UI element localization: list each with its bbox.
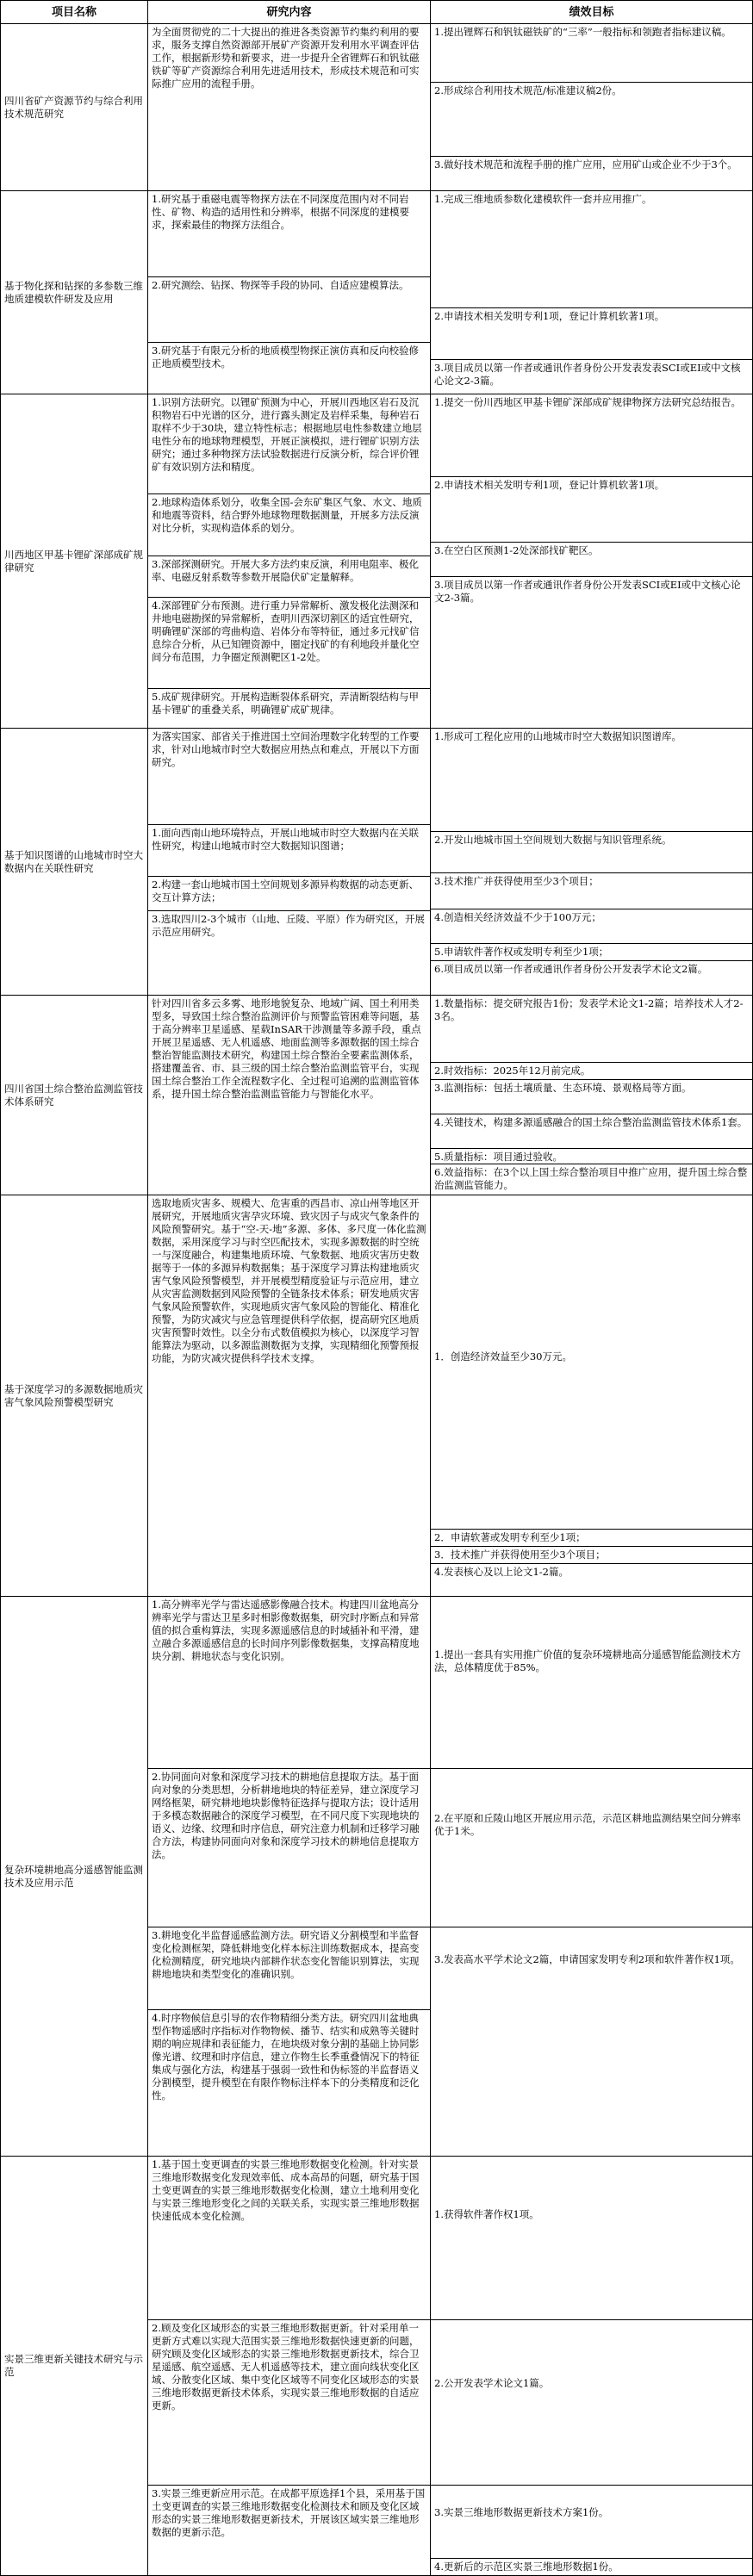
goal-item: 3.做好技术规范和流程手册的推广应用，应用矿山或企业不少于3个。 [431,157,753,191]
research-item: 3.研究基于有限元分析的地质模型物探正演仿真和反向校验修正地质模型技术。 [148,343,431,394]
project-name: 基于深度学习的多源数据地质灾害气象风险预警模型研究 [0,1195,148,1597]
research-item: 为全面贯彻党的二十大提出的推进各类资源节约集约利用的要求，服务支撑自然资源部开展矿产资源开发利用水平调查评估工作，根据新形势和新要求，进一步提升全省锂辉石和钒钛磁铁矿等矿产资源综合利用先进适用技术，形成技术规范和可实际推广应用的流程手册。 [148,24,431,191]
research-item: 1.面向西南山地环境特点，开展山地城市时空大数据内在关联性研究，构建山地城市时空大数据知识图谱； [148,825,431,877]
goal-item: 1.数量指标：提交研究报告1份；发表学术论文1-2篇；培养技术人才2-3名。 [431,996,753,1063]
research-item: 为落实国家、部省关于推进国土空间治理数字化转型的工作要求，针对山地城市时空大数据应用热点和难点，开展以下方面研究。 [148,729,431,825]
header-performance-goal: 绩效目标 [431,0,753,24]
goal-item: 2.形成综合利用技术规范/标准建议稿2份。 [431,83,753,157]
research-item: 2.研究测绘、钻探、物探等手段的协同、自适应建模算法。 [148,277,431,343]
project-name: 复杂环境耕地高分遥感智能监测技术及应用示范 [0,1597,148,2157]
research-item: 3.深部探测研究。开展大多方法约束反演，利用电阻率、极化率、电磁反射系数等参数开展隐伏矿定量解释。 [148,556,431,598]
goal-item: 3．技术推广并获得使用至少3个项目； [431,1547,753,1564]
goal-item: 2．申请软著或发明专利至少1项； [431,1530,753,1547]
research-item: 2.地球构造体系划分，收集全国-会东矿集区气象、水文、地质和地震等资料，结合野外地球物理数据测量，开展多方法反演对比分析，实现构造体系的划分。 [148,494,431,556]
project-name: 实景三维更新关键技术研究与示范 [0,2157,148,2576]
goal-item: 1.形成可工程化应用的山地城市时空大数据知识图谱库。 [431,729,753,832]
goal-item: 4.发表核心及以上论文1-2篇。 [431,1564,753,1597]
research-item: 3.选取四川2-3个城市（山地、丘陵、平原）作为研究区，开展示范应用研究。 [148,911,431,996]
goal-item: 1．创造经济效益至少30万元。 [431,1195,753,1530]
research-item: 3.实景三维更新应用示范。在成都平原选择1个县，采用基于国土变更调查的实景三维地形数据变化检测技术和顾及变化区域形态的实景三维地形数据更新技术，开展该区域实景三维地形数据的更新示范。 [148,2486,431,2576]
goal-item: 4.更新后的示范区实景三维地形数据1份。 [431,2559,753,2576]
project-name: 四川省国土综合整治监测监管技术体系研究 [0,996,148,1195]
research-item: 1.高分辨率光学与雷达遥感影像融合技术。构建四川盆地高分辨率光学与雷达卫星多时相影像数据集，研究时序断点和异常值的拟合重构算法，实现多源遥感信息的时域插补和平滑，建立融合多源遥感信息的长时间序列影像数据集，支撑高精度地块分割、耕地状态与变化识别。 [148,1597,431,1769]
goal-item: 4.关键技术，构建多源遥感融合的国土综合整治监测监管技术体系1套。 [431,1114,753,1149]
goal-item: 1.提出锂辉石和钒钛磁铁矿的“三率”一般指标和领跑者指标建议稿。 [431,24,753,83]
goal-item: 5.申请软件著作权或发明专利至少1项； [431,944,753,961]
goal-item: 4.创造相关经济效益不少于100万元； [431,909,753,944]
research-item: 1.研究基于重磁电震等物探方法在不同深度范围内对不同岩性、矿物、构造的适用性和分辨率，根据不同深度的建模要求，探索最佳的物探方法组合。 [148,191,431,277]
goal-item: 6.项目成员以第一作者或通讯作者身份公开发表学术论文2篇。 [431,961,753,996]
goal-item: 2.申请技术相关发明专利1项，登记计算机软著1项。 [431,308,753,360]
research-item: 4.时序物候信息引导的农作物精细分类方法。研究四川盆地典型作物遥感时序指标对作物物候、播节、结实和成熟等关键时期的响应规律和表征能力，在地块级对象分割的基础上协同影像光谱、纹理和时序信息，建立作物生长季重叠情况下的特征集成与强化方法，构建基于强弱一致性和伪标签的半监督语义分割模型，提升模型在有限作物标注样本下的分类精度和泛化性。 [148,2010,431,2157]
goal-item: 3.项目成员以第一作者或通讯作者身份公开发表SCI或EI或中文核心论文2-3篇。 [431,577,753,729]
goal-item: 1.提出一套具有实用推广价值的复杂环境耕地高分遥感智能监测技术方法，总体精度优于85%。 [431,1597,753,1769]
goal-item: 2.在平原和丘陵山地区开展应用示范，示范区耕地监测结果空间分辨率优于1米。 [431,1769,753,1927]
project-name: 基于知识图谱的山地城市时空大数据内在关联性研究 [0,729,148,996]
research-item: 3.耕地变化半监督遥感监测方法。研究语义分割模型和半监督变化检测框架，降低耕地变化样本标注训练数据成本，提高变化检测精度，研究地块内部耕作状态变化智能识别算法，实现耕地地块和类型变化的准确识别。 [148,1927,431,2010]
goal-item: 5.质量指标：项目通过验收。 [431,1149,753,1164]
project-name: 基于物化探和钻探的多参数三维地质建模软件研发及应用 [0,191,148,394]
goal-item: 3.技术推广并获得使用至少3个项目； [431,873,753,909]
research-item: 2.协同面向对象和深度学习技术的耕地信息提取方法。基于面向对象的分类思想，分析耕地地块的特征差异，建立深度学习网络框架，研究耕地地块影像特征选择与提取方法；设计适用于多模态数据融合的深度学习模型，在不同尺度下实现地块的语义、边缘、纹理和时序信息，研究注意力机制和迁移学习融合方法，构建协同面向对象和深度学习技术的耕地信息提取方法。 [148,1769,431,1927]
goal-item: 2.时效指标：2025年12月前完成。 [431,1063,753,1080]
research-item: 2.顾及变化区域形态的实景三维地形数据更新。针对采用单一更新方式难以实现大范围实景三维地形数据快速更新的问题，研究顾及变化区域形态的实景三维地形数据更新技术，综合卫星遥感、航空遥感、无人机遥感等技术，建立面向线状变化区域、分散变化区域、集中变化区域等不同变化区域形态的实景三维地形数据更新技术体系，实现实景三维地形数据的自适应更新。 [148,2320,431,2486]
header-project-name: 项目名称 [0,0,148,24]
project-name: 四川省矿产资源节约与综合利用技术规范研究 [0,24,148,191]
research-item: 选取地质灾害多、规模大、危害重的西昌市、凉山州等地区开展研究，开展地质灾害孕灾环境、致灾因子与成灾气象条件的风险预警研究。基于“空-天-地”多源、多体、多尺度一体化监测数据，采用深度学习与时空匹配技术，实现多源数据的时空统一与深度融合，构建集地质环境、气象数据、地质灾害历史数据等于一体的多源异构数据集；基于深度学习算法构建地质灾害气象风险预警模型，并开展模型精度验证与示范应用，建立从灾害监测数据到风险预警的全链条技术体系；研发地质灾害气象风险预警软件，实现地质灾害气象风险的智能化、精准化预警，为防灾减灾与应急管理提供科学依据，提高研究区地质灾害预警时效性。以全分布式数值模拟为核心，以深度学习智能算法为驱动，以多源监测数据为支撑，实现精细化预警预报功能，为防灾减灾提供科学技术支撑。 [148,1195,431,1597]
header-research-content: 研究内容 [148,0,431,24]
goal-item: 3.在空白区预测1-2处深部找矿靶区。 [431,543,753,577]
project-name: 川西地区甲基卡锂矿深部成矿规律研究 [0,394,148,729]
goal-item: 3.发表高水平学术论文2篇，申请国家发明专利2项和软件著作权1项。 [431,1927,753,2157]
goal-item: 1.获得软件著作权1项。 [431,2157,753,2320]
research-item: 4.深部锂矿分布预测。进行重力异常解析、激发极化法测深和井地电磁勘探的异常解析，查明川西深切割区的适宜性研究，明确锂矿深部的弯曲构造、岩体分布等特征，通过多元找矿信息综合分析，从已知锂资源中，圈定找矿的有利地段并量化空间分布范围，力争圈定预测靶区1-2处。 [148,598,431,689]
research-item: 2.构建一套山地城市国土空间规划多源异构数据的动态更新、交互计算方法； [148,877,431,911]
goal-item: 2.开发山地城市国土空间规划大数据与知识管理系统。 [431,832,753,873]
research-item: 针对四川省多云多雾、地形地貌复杂、地域广阔、国土利用类型多，导致国土综合整治监测评价与预警监管困难等问题，基于高分辨率卫星遥感、星载InSAR干涉测量等多源手段，重点开展卫星遥感、无人机遥感、地面监测等多源数据的国土综合整治智能监测技术研究，构建国土综合整治全要素监测体系，搭建覆盖省、市、县三级的国土综合整治监测监管平台，实现国土综合整治工作全流程数字化、全过程可追溯的监测监管体系，提升国土综合整治监测监管能力与智能化水平。 [148,996,431,1195]
goal-item: 1.完成三维地质参数化建模软件一套并应用推广。 [431,191,753,308]
goal-item: 3.项目成员以第一作者或通讯作者身份公开发表发表SCI或EI或中文核心论文2-3篇。 [431,360,753,394]
research-item: 1.识别方法研究。以锂矿预测为中心，开展川西地区岩石及沉积物岩石中光谱的区分，进行露头测定及岩样采集，每种岩石取样不少于30块，建立特性标志；根据地层电性参数建立地层电性分布的地球物理模型，开展正演模拟，进行锂矿识别方法研究；通过多种物探方法试验数据进行反演分析，综合评价锂矿有效识别方法和精度。 [148,394,431,494]
research-item: 5.成矿规律研究。开展构造断裂体系研究，弄清断裂结构与甲基卡锂矿的重叠关系，明确锂矿成矿规律。 [148,689,431,729]
goal-item: 2.公开发表学术论文1篇。 [431,2320,753,2486]
research-item: 1.基于国土变更调查的实景三维地形数据变化检测。针对实景三维地形数据变化发现效率低、成本高昂的问题，研究基于国土变更调查的实景三维地形数据变化检测，建立土地利用变化与实景三维地形变化之间的关联关系，实现实景三维地形数据快速低成本变化检测。 [148,2157,431,2320]
goal-item: 1.提交一份川西地区甲基卡锂矿深部成矿规律物探方法研究总结报告。 [431,394,753,477]
goal-item: 6.效益指标：在3个以上国土综合整治项目中推广应用，提升国土综合整治监测监管能力。 [431,1164,753,1195]
goal-item: 2.申请技术相关发明专利1项，登记计算机软著1项。 [431,477,753,543]
goal-item: 3.实景三维地形数据更新技术方案1份。 [431,2486,753,2559]
goal-item: 3.监测指标：包括土壤质量、生态环境、景观格局等方面。 [431,1080,753,1114]
